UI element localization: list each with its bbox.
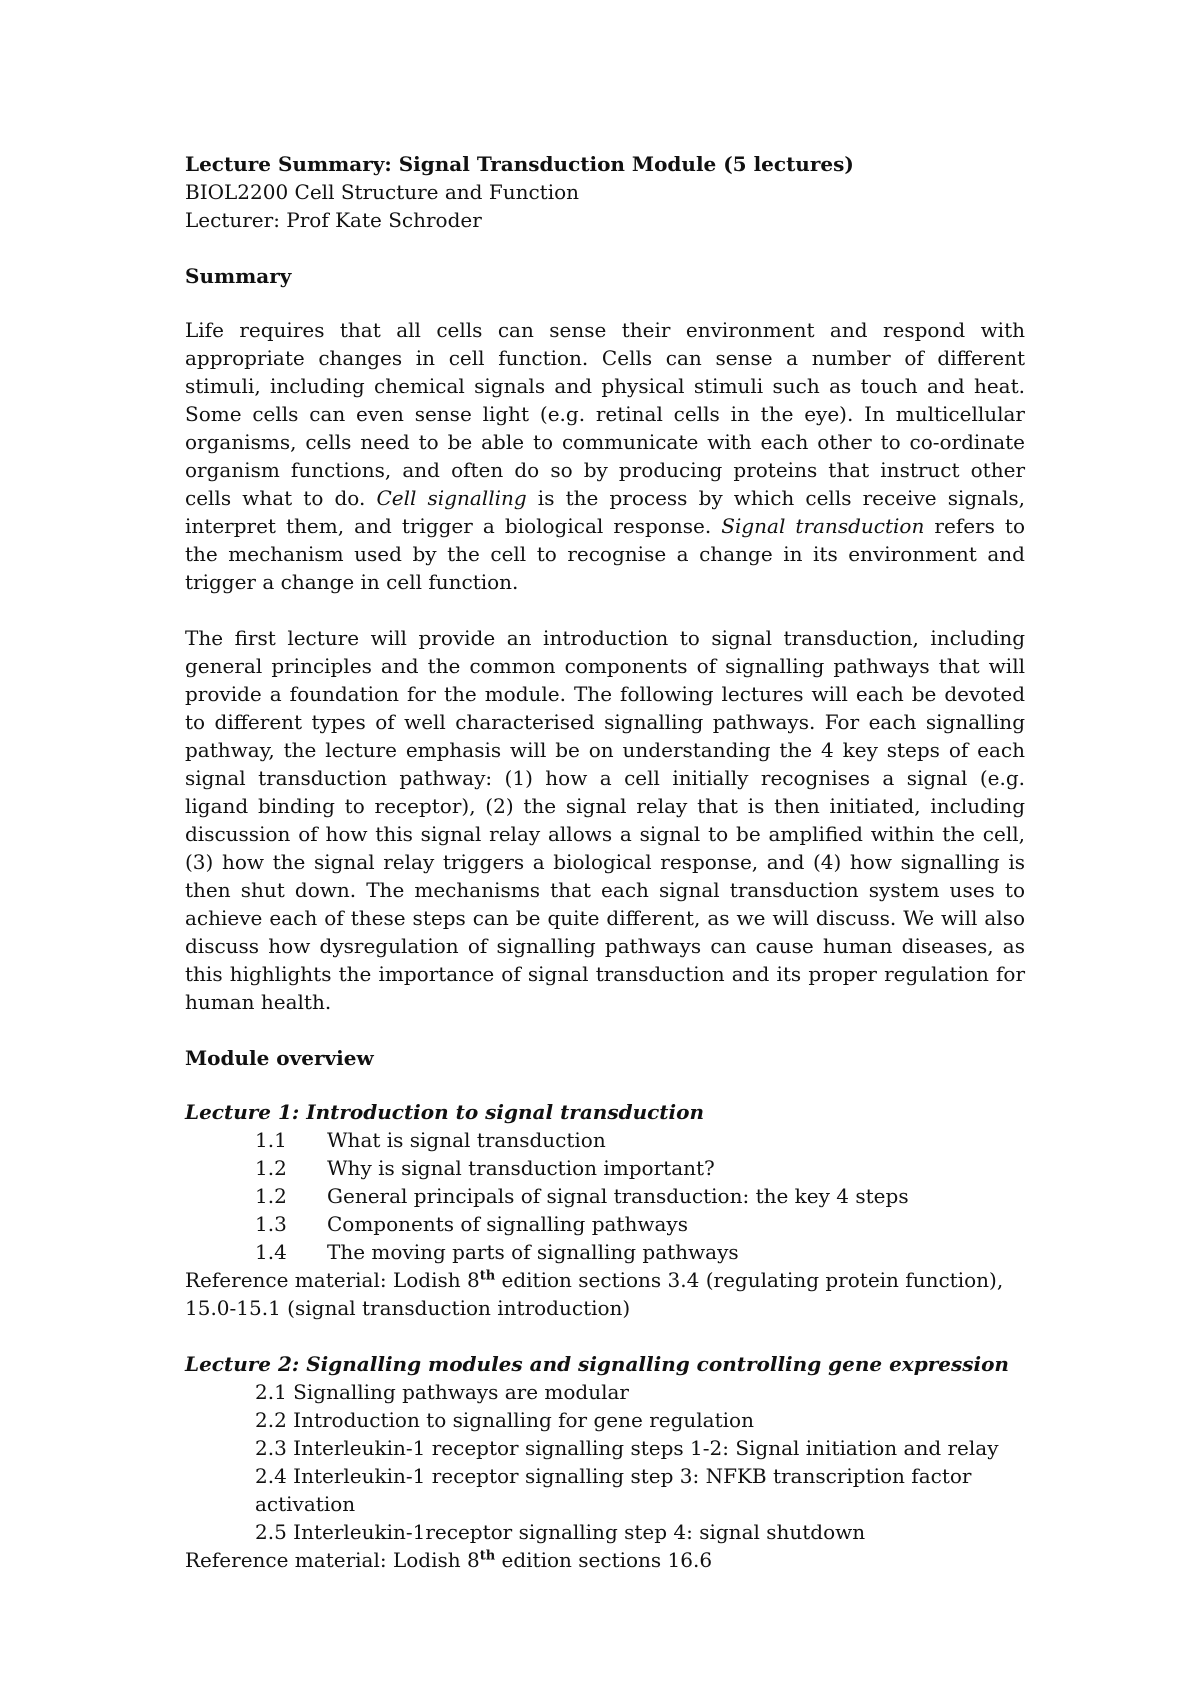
- module-overview-heading: Module overview: [185, 1046, 374, 1070]
- summary-paragraph-2: The first lecture will provide an introduction to signal transduction, including general principles and the common components of signalling pathways that will provide a foundation for the module. The following lectures will each be devoted to different types of well characterised signalling pathways. For each signalling pathway, the lecture emphasis will be on understanding the 4 key steps of each signal transduction pathway: (1) how a cell initially recognises a signal (e.g. ligand binding to receptor), (2) the signal relay that is then initiated, including discussion of how this signal relay allows a signal to be amplified within the cell, (3) how the signal relay triggers a biological response, and (4) how signalling is then shut down. The mechanisms that each signal transduction system uses to achieve each of these steps can be quite different, as we will discuss. We will also discuss how dysregulation of signalling pathways can cause human diseases, as this highlights the importance of signal transduction and its proper regulation for human health.: [185, 626, 1025, 1014]
- outline-item: 2.1 Signalling pathways are modular: [255, 1380, 629, 1404]
- reference-text: Reference material: Lodish 8: [185, 1548, 480, 1572]
- outline-item: 2.2 Introduction to signalling for gene regulation: [255, 1408, 754, 1432]
- outline-item: [185, 1210, 1025, 1238]
- reference-text: Reference material: Lodish 8: [185, 1268, 480, 1292]
- outline-item: [185, 1154, 1025, 1182]
- outline-text: The moving parts of signalling pathways: [327, 1240, 739, 1264]
- outline-text: General principals of signal transduction: the key 4 steps: [327, 1184, 909, 1208]
- summary-heading: Summary: [185, 264, 292, 288]
- outline-item: 2.4 Interleukin-1 receptor signalling step 3: NFKB transcription factor activation: [255, 1464, 972, 1516]
- term-signal-transduction: Signal transduction: [721, 514, 925, 538]
- document-page: [185, 150, 1025, 1602]
- reference-text-rest: edition sections 16.6: [495, 1548, 713, 1572]
- summary-p1-part3: refers to the mechanism used by the cell to recognise a change in its environment and trigger a change in cell function.: [185, 514, 1025, 594]
- outline-item: [185, 1182, 1025, 1210]
- outline-item: [185, 1238, 1025, 1266]
- term-cell-signalling: Cell signalling: [376, 486, 527, 510]
- outline-number: 1.2: [255, 1156, 287, 1180]
- lecturer-name: Lecturer: Prof Kate Schroder: [185, 208, 482, 232]
- outline-text: What is signal transduction: [327, 1128, 606, 1152]
- reference-text-rest: edition sections 3.4 (regulating protein function), 15.0-15.1 (signal transduction introduction): [185, 1268, 1004, 1320]
- outline-item: [185, 1126, 1025, 1154]
- lecture-2-heading: Lecture 2: Signalling modules and signalling controlling gene expression: [185, 1352, 1009, 1376]
- outline-number: 1.2: [255, 1184, 287, 1208]
- outline-text: Components of signalling pathways: [327, 1212, 688, 1236]
- outline-number: 1.4: [255, 1240, 287, 1264]
- summary-p1-part2: is the process by which cells receive signals, interpret them, and trigger a biological response.: [185, 486, 1025, 538]
- outline-item: 2.5 Interleukin-1receptor signalling step 4: signal shutdown: [255, 1520, 866, 1544]
- outline-text: Why is signal transduction important?: [327, 1156, 715, 1180]
- lecture-1-outline: [185, 1126, 1025, 1266]
- document-title: Lecture Summary: Signal Transduction Module (5 lectures): [185, 152, 854, 176]
- ordinal-suffix: th: [479, 1548, 496, 1564]
- outline-number: 1.3: [255, 1212, 287, 1236]
- summary-paragraph-1: [185, 316, 1025, 596]
- ordinal-suffix: th: [479, 1268, 496, 1284]
- course-name: BIOL2200 Cell Structure and Function: [185, 180, 580, 204]
- outline-number: 1.1: [255, 1128, 287, 1152]
- lecture-1-heading: Lecture 1: Introduction to signal transduction: [185, 1100, 705, 1124]
- outline-item: 2.3 Interleukin-1 receptor signalling steps 1-2: Signal initiation and relay: [255, 1436, 999, 1460]
- lecture-1-reference: [185, 1266, 1025, 1322]
- summary-p1-part1: Life requires that all cells can sense their environment and respond with appropriate changes in cell function. Cells can sense a number of different stimuli, including chemical signals and physical stimuli such as touch and heat. Some cells can even sense light (e.g. retinal cells in the eye). In multicellular organisms, cells need to be able to communicate with each other to co-ordinate organism functions, and often do so by producing proteins that instruct other cells what to do.: [185, 318, 1025, 510]
- lecture-2-reference: [185, 1546, 1025, 1574]
